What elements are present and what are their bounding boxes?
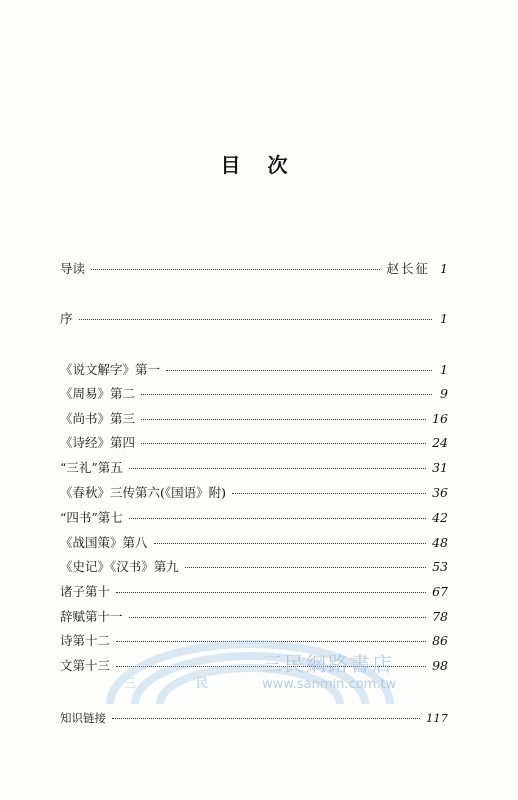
toc-entry-page: 86: [432, 633, 448, 648]
toc-entry-label: 文第十三: [60, 658, 111, 673]
toc-entry-label: 《诗经》第四: [60, 435, 136, 450]
dot-leader: [129, 617, 427, 618]
toc-entry[interactable]: [60, 535, 448, 551]
dot-leader: [185, 567, 426, 568]
toc-entry-page: 9: [440, 386, 448, 401]
toc-entry[interactable]: [60, 510, 448, 526]
watermark-char: 民: [196, 676, 209, 690]
dot-leader: [141, 443, 426, 444]
toc-entry[interactable]: [60, 460, 448, 476]
toc-entry-page: 117: [426, 711, 448, 725]
dot-leader: [112, 718, 420, 719]
toc-entry-page: 31: [432, 460, 448, 475]
toc-entry-page: 53: [432, 559, 448, 574]
toc-entry[interactable]: [60, 435, 448, 451]
dot-leader: [154, 543, 427, 544]
toc-entry-label: 知识链接: [60, 711, 106, 725]
toc-entry[interactable]: [60, 261, 448, 277]
toc-entry-page: 78: [432, 609, 448, 624]
watermark-name: 三民網路書店: [262, 652, 394, 676]
toc-entry[interactable]: [60, 559, 448, 575]
toc-entry[interactable]: [60, 311, 448, 327]
toc-entry[interactable]: [60, 411, 448, 427]
toc-entry-author: 赵长征: [386, 261, 430, 276]
toc-entry-page: 42: [432, 510, 448, 525]
toc-entry-label: 诸子第十: [60, 584, 111, 599]
page-title: 目 次: [220, 153, 298, 177]
toc-entry[interactable]: [60, 362, 448, 378]
toc-entry-label: 导读: [60, 261, 86, 276]
toc-entry-page: 16: [432, 411, 448, 426]
toc-entry-label: “三礼”第五: [60, 460, 123, 475]
toc-entry-page: 1: [440, 311, 448, 326]
watermark-char: 三: [124, 676, 137, 690]
toc-entry-label: 诗第十二: [60, 633, 111, 648]
toc-entry[interactable]: [60, 609, 448, 625]
toc-entry-label: 《史记》《汉书》第九: [60, 559, 179, 574]
toc-entry-label: 《尚书》第三: [60, 411, 136, 426]
dot-leader: [79, 319, 432, 320]
toc-entry-page: 24: [432, 435, 448, 450]
toc-entry-label: “四书”第七: [60, 510, 123, 525]
toc-entry-label: 《战国策》第八: [60, 535, 148, 550]
toc-entry[interactable]: [60, 710, 448, 726]
toc-entry[interactable]: [60, 485, 448, 501]
toc-entry-page: 98: [432, 658, 448, 673]
toc-entry-page: 36: [432, 485, 448, 500]
dot-leader: [166, 370, 432, 371]
toc-entry-label: 《春秋》三传第六(《国语》附): [60, 485, 227, 500]
toc-entry-page: 67: [432, 584, 448, 599]
dot-leader: [232, 493, 426, 494]
dot-leader: [129, 518, 426, 519]
toc-entry-label: 《周易》第二: [60, 386, 136, 401]
toc-entry-page: 1: [440, 261, 448, 276]
toc-entry-page: 48: [432, 535, 448, 550]
watermark-url: www.sanmin.com.tw: [262, 677, 397, 692]
dot-leader: [116, 592, 426, 593]
dot-leader: [91, 269, 380, 270]
toc-entry-label: 《说文解字》第一: [60, 362, 161, 377]
dot-leader: [141, 394, 432, 395]
toc-entry[interactable]: [60, 386, 448, 402]
toc-entry-page: 1: [440, 362, 448, 377]
dot-leader: [141, 419, 426, 420]
toc-entry-label: 辞赋第十一: [60, 609, 123, 624]
dot-leader: [129, 468, 426, 469]
toc-entry[interactable]: [60, 584, 448, 600]
toc-entry-label: 序: [60, 311, 73, 326]
